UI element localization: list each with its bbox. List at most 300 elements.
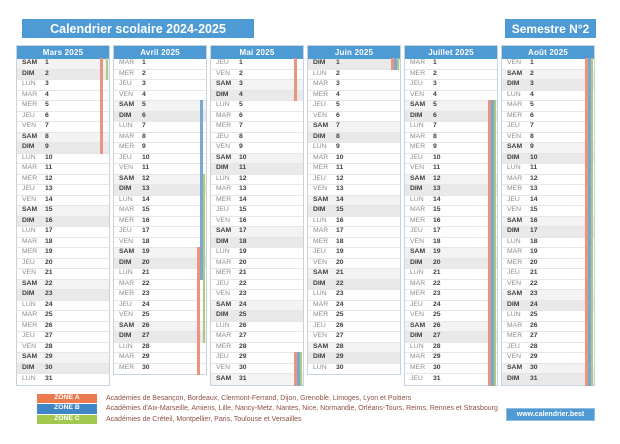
day-row xyxy=(502,248,594,259)
day-number: 29 xyxy=(45,353,53,361)
day-row xyxy=(502,101,594,112)
day-number: 13 xyxy=(239,185,247,193)
day-number: 15 xyxy=(433,206,441,214)
day-row xyxy=(405,70,497,81)
day-row xyxy=(17,122,109,133)
day-number: 24 xyxy=(336,300,344,308)
day-number: 2 xyxy=(433,69,437,77)
day-number: 10 xyxy=(530,153,538,161)
day-row xyxy=(17,259,109,270)
zone-c-badge: ZONE C xyxy=(37,415,97,425)
day-name-label: DIM xyxy=(410,258,423,266)
day-name-label: JEU xyxy=(507,269,520,277)
day-row xyxy=(114,217,206,228)
day-name-label: SAM xyxy=(22,132,38,140)
day-name-label: MER xyxy=(216,195,232,203)
day-row xyxy=(114,80,206,91)
day-name-label: MER xyxy=(22,321,38,329)
day-number: 23 xyxy=(142,290,150,298)
day-number: 30 xyxy=(239,363,247,371)
day-number: 14 xyxy=(45,195,53,203)
day-number: 30 xyxy=(336,364,344,372)
day-row xyxy=(308,280,400,291)
day-row xyxy=(114,311,206,322)
day-row xyxy=(211,227,303,238)
day-row xyxy=(502,269,594,280)
day-name-label: MAR xyxy=(507,321,523,329)
day-number: 23 xyxy=(45,290,53,298)
day-name-label: LUN xyxy=(410,122,424,130)
day-name-label: VEN xyxy=(216,143,230,151)
day-number: 17 xyxy=(530,227,538,235)
day-number: 13 xyxy=(433,185,441,193)
day-number: 12 xyxy=(530,174,538,182)
day-name-label: JEU xyxy=(410,300,423,308)
day-row xyxy=(211,206,303,217)
day-number: 22 xyxy=(45,279,53,287)
zone-c-academies: Académies de Créteil, Montpellier, Paris, Toulouse et Versailles xyxy=(106,415,302,423)
day-row xyxy=(405,217,497,228)
day-row xyxy=(114,154,206,165)
day-number: 28 xyxy=(45,342,53,350)
day-name-label: MAR xyxy=(410,132,426,140)
day-name-label: JEU xyxy=(119,300,132,308)
day-number: 19 xyxy=(45,248,53,256)
day-name-label: MAR xyxy=(22,237,38,245)
day-number: 28 xyxy=(142,342,150,350)
day-number: 1 xyxy=(530,59,534,67)
day-name-label: SAM xyxy=(119,248,135,256)
day-number: 22 xyxy=(433,279,441,287)
day-number: 20 xyxy=(45,258,53,266)
day-number: 15 xyxy=(239,206,247,214)
day-number: 15 xyxy=(530,206,538,214)
day-row xyxy=(17,164,109,175)
day-number: 4 xyxy=(530,90,534,98)
day-name-label: LUN xyxy=(313,216,327,224)
day-name-label: LUN xyxy=(410,195,424,203)
day-number: 31 xyxy=(433,374,441,382)
day-number: 13 xyxy=(336,185,344,193)
day-name-label: LUN xyxy=(507,164,521,172)
day-name-label: SAM xyxy=(410,174,426,182)
day-number: 8 xyxy=(433,132,437,140)
day-name-label: JEU xyxy=(410,80,423,88)
day-name-label: VEN xyxy=(22,269,36,277)
day-name-label: JEU xyxy=(507,122,520,130)
day-name-label: DIM xyxy=(313,353,326,361)
day-name-label: SAM xyxy=(507,216,523,224)
day-name-label: JEU xyxy=(216,279,229,287)
day-number: 4 xyxy=(433,90,437,98)
day-number: 20 xyxy=(336,258,344,266)
day-number: 16 xyxy=(239,216,247,224)
day-row xyxy=(405,122,497,133)
day-name-label: DIM xyxy=(216,311,229,319)
vacation-bar-zone-c xyxy=(494,373,497,386)
day-number: 20 xyxy=(433,258,441,266)
day-name-label: DIM xyxy=(22,143,35,151)
day-number: 3 xyxy=(433,80,437,88)
day-number: 1 xyxy=(239,59,243,67)
day-number: 28 xyxy=(336,342,344,350)
day-name-label: MER xyxy=(410,290,426,298)
day-number: 31 xyxy=(239,374,247,382)
day-number: 26 xyxy=(142,321,150,329)
day-row xyxy=(502,112,594,123)
day-name-label: LUN xyxy=(22,80,36,88)
day-name-label: MER xyxy=(119,290,135,298)
day-row xyxy=(502,143,594,154)
day-row xyxy=(211,217,303,228)
day-name-label: MAR xyxy=(216,111,232,119)
day-name-label: JEU xyxy=(313,101,326,109)
day-name-label: JEU xyxy=(216,132,229,140)
day-row xyxy=(405,80,497,91)
day-row xyxy=(17,332,109,343)
day-number: 28 xyxy=(530,342,538,350)
day-row xyxy=(17,80,109,91)
legend-row-zone-a xyxy=(37,393,498,404)
zone-b-badge: ZONE B xyxy=(37,404,97,414)
day-name-label: MAR xyxy=(507,101,523,109)
day-name-label: MAR xyxy=(313,300,329,308)
day-number: 12 xyxy=(45,174,53,182)
day-name-label: VEN xyxy=(410,164,424,172)
day-row xyxy=(308,259,400,270)
day-number: 7 xyxy=(336,122,340,130)
day-name-label: VEN xyxy=(507,279,521,287)
zone-legend xyxy=(37,393,498,425)
month-header: Juillet 2025 xyxy=(405,46,497,59)
day-name-label: MER xyxy=(216,342,232,350)
day-row xyxy=(502,154,594,165)
day-name-label: MER xyxy=(216,122,232,130)
day-number: 25 xyxy=(433,311,441,319)
day-name-label: VEN xyxy=(22,195,36,203)
day-row xyxy=(114,332,206,343)
day-name-label: MAR xyxy=(410,353,426,361)
day-number: 12 xyxy=(336,174,344,182)
day-name-label: DIM xyxy=(410,111,423,119)
day-number: 18 xyxy=(336,237,344,245)
day-number: 29 xyxy=(530,353,538,361)
day-number: 26 xyxy=(433,321,441,329)
day-name-label: MAR xyxy=(410,206,426,214)
day-name-label: SAM xyxy=(22,59,38,67)
day-number: 30 xyxy=(45,363,53,371)
day-name-label: JEU xyxy=(313,248,326,256)
day-row xyxy=(17,290,109,301)
day-name-label: DIM xyxy=(507,80,520,88)
day-row xyxy=(114,364,206,375)
day-name-label: DIM xyxy=(119,185,132,193)
day-row xyxy=(211,364,303,375)
day-row xyxy=(114,206,206,217)
day-row xyxy=(211,259,303,270)
day-name-label: LUN xyxy=(313,290,327,298)
day-name-label: MER xyxy=(119,364,135,372)
day-number: 17 xyxy=(142,227,150,235)
day-name-label: DIM xyxy=(410,185,423,193)
day-row xyxy=(308,227,400,238)
day-number: 25 xyxy=(142,311,150,319)
day-row xyxy=(211,248,303,259)
day-row xyxy=(405,227,497,238)
day-row xyxy=(17,227,109,238)
day-name-label: DIM xyxy=(119,258,132,266)
day-name-label: MAR xyxy=(507,174,523,182)
day-number: 10 xyxy=(433,153,441,161)
day-row xyxy=(114,259,206,270)
day-number: 31 xyxy=(530,374,538,382)
vacation-bar-zone-c xyxy=(300,373,303,386)
day-row xyxy=(114,290,206,301)
day-name-label: DIM xyxy=(313,206,326,214)
day-name-label: LUN xyxy=(410,269,424,277)
day-name-label: LUN xyxy=(119,342,133,350)
day-number: 3 xyxy=(530,80,534,88)
day-row xyxy=(17,196,109,207)
day-row xyxy=(502,70,594,81)
day-number: 8 xyxy=(45,132,49,140)
day-name-label: VEN xyxy=(119,164,133,172)
day-row xyxy=(405,101,497,112)
day-name-label: VEN xyxy=(22,342,36,350)
day-row xyxy=(114,175,206,186)
day-number: 1 xyxy=(433,59,437,67)
day-number: 4 xyxy=(45,90,49,98)
day-name-label: MAR xyxy=(507,248,523,256)
day-row xyxy=(405,143,497,154)
day-name-label: LUN xyxy=(22,227,36,235)
day-name-label: MER xyxy=(507,185,523,193)
day-row xyxy=(211,301,303,312)
day-row xyxy=(308,311,400,322)
day-name-label: VEN xyxy=(119,237,133,245)
day-number: 7 xyxy=(239,122,243,130)
day-name-label: LUN xyxy=(507,90,521,98)
day-name-label: VEN xyxy=(410,90,424,98)
vacation-bar-zone-c xyxy=(591,373,594,386)
day-name-label: DIM xyxy=(313,59,326,67)
day-row xyxy=(17,364,109,375)
day-number: 27 xyxy=(530,332,538,340)
day-number: 29 xyxy=(142,353,150,361)
day-row xyxy=(17,280,109,291)
day-name-label: DIM xyxy=(22,290,35,298)
day-number: 20 xyxy=(142,258,150,266)
day-name-label: DIM xyxy=(119,332,132,340)
day-number: 27 xyxy=(433,332,441,340)
day-row xyxy=(114,164,206,175)
day-number: 1 xyxy=(142,59,146,67)
day-name-label: SAM xyxy=(313,269,329,277)
day-name-label: MAR xyxy=(313,153,329,161)
day-row xyxy=(308,185,400,196)
day-number: 4 xyxy=(239,90,243,98)
day-number: 14 xyxy=(336,195,344,203)
day-number: 19 xyxy=(239,248,247,256)
day-name-label: SAM xyxy=(216,80,232,88)
day-row xyxy=(502,91,594,102)
day-name-label: SAM xyxy=(22,353,38,361)
day-name-label: DIM xyxy=(313,279,326,287)
day-name-label: LUN xyxy=(22,374,36,382)
day-row xyxy=(308,364,400,375)
day-name-label: SAM xyxy=(119,321,135,329)
day-name-label: SAM xyxy=(313,122,329,130)
day-number: 10 xyxy=(336,153,344,161)
day-row xyxy=(211,101,303,112)
day-name-label: VEN xyxy=(507,206,521,214)
day-number: 2 xyxy=(530,69,534,77)
day-name-label: SAM xyxy=(410,321,426,329)
day-number: 24 xyxy=(433,300,441,308)
day-row xyxy=(17,91,109,102)
day-row xyxy=(502,290,594,301)
day-row xyxy=(211,269,303,280)
legend-row-zone-c xyxy=(37,414,498,425)
day-name-label: MER xyxy=(410,143,426,151)
day-row xyxy=(17,206,109,217)
day-row xyxy=(17,353,109,364)
day-row xyxy=(502,332,594,343)
day-row xyxy=(211,322,303,333)
day-name-label: VEN xyxy=(216,290,230,298)
day-row xyxy=(114,343,206,354)
day-number: 7 xyxy=(45,122,49,130)
day-number: 18 xyxy=(45,237,53,245)
day-name-label: LUN xyxy=(216,248,230,256)
day-row xyxy=(405,91,497,102)
day-name-label: JEU xyxy=(313,174,326,182)
day-number: 9 xyxy=(530,143,534,151)
site-link[interactable]: www.calendrier.best xyxy=(506,408,595,421)
day-number: 5 xyxy=(530,101,534,109)
day-number: 11 xyxy=(45,164,53,172)
day-row xyxy=(211,80,303,91)
day-name-label: MER xyxy=(507,258,523,266)
day-number: 27 xyxy=(45,332,53,340)
day-number: 29 xyxy=(336,353,344,361)
day-name-label: LUN xyxy=(216,321,230,329)
day-number: 23 xyxy=(530,290,538,298)
day-number: 8 xyxy=(239,132,243,140)
day-row xyxy=(17,154,109,165)
day-row xyxy=(211,91,303,102)
day-row xyxy=(405,259,497,270)
day-row xyxy=(502,227,594,238)
day-row xyxy=(308,217,400,228)
month-header: Juin 2025 xyxy=(308,46,400,59)
day-name-label: MER xyxy=(507,332,523,340)
day-row xyxy=(114,70,206,81)
day-row xyxy=(114,353,206,364)
day-name-label: SAM xyxy=(507,143,523,151)
day-row xyxy=(211,196,303,207)
day-number: 15 xyxy=(142,206,150,214)
day-name-label: JEU xyxy=(22,185,35,193)
day-name-label: MER xyxy=(22,101,38,109)
day-name-label: SAM xyxy=(216,300,232,308)
day-number: 4 xyxy=(142,90,146,98)
day-row xyxy=(405,112,497,123)
day-name-label: VEN xyxy=(119,90,133,98)
day-name-label: MAR xyxy=(216,258,232,266)
day-row xyxy=(211,185,303,196)
day-name-label: DIM xyxy=(507,153,520,161)
day-name-label: DIM xyxy=(216,237,229,245)
day-row xyxy=(17,269,109,280)
day-number: 9 xyxy=(336,143,340,151)
day-number: 19 xyxy=(142,248,150,256)
day-row xyxy=(114,122,206,133)
day-number: 3 xyxy=(239,80,243,88)
zone-b-academies: Académies d'Aix-Marseille, Amiens, Lille, Nancy-Metz, Nantes, Nice, Normandie, Orléans-Tours, Reims, Rennes et Strasbourg xyxy=(106,405,498,413)
day-name-label: SAM xyxy=(216,227,232,235)
day-name-label: DIM xyxy=(22,69,35,77)
month-column xyxy=(210,45,304,386)
day-number: 15 xyxy=(45,206,53,214)
day-name-label: JEU xyxy=(507,342,520,350)
day-row xyxy=(405,290,497,301)
day-row xyxy=(405,311,497,322)
day-number: 17 xyxy=(433,227,441,235)
page-title: Calendrier scolaire 2024-2025 xyxy=(22,19,254,38)
day-name-label: SAM xyxy=(410,248,426,256)
day-row xyxy=(211,164,303,175)
day-name-label: VEN xyxy=(313,111,327,119)
day-name-label: SAM xyxy=(313,195,329,203)
day-row xyxy=(502,301,594,312)
day-number: 27 xyxy=(336,332,344,340)
day-number: 25 xyxy=(530,311,538,319)
day-name-label: JEU xyxy=(119,153,132,161)
day-row xyxy=(405,248,497,259)
day-number: 9 xyxy=(433,143,437,151)
day-number: 27 xyxy=(239,332,247,340)
day-number: 6 xyxy=(239,111,243,119)
day-number: 13 xyxy=(142,185,150,193)
day-number: 16 xyxy=(433,216,441,224)
day-row xyxy=(211,70,303,81)
day-number: 11 xyxy=(142,164,150,172)
calendar-months xyxy=(16,45,595,386)
day-number: 14 xyxy=(142,195,150,203)
vacation-bar-zone-a xyxy=(294,90,297,102)
day-name-label: MER xyxy=(410,216,426,224)
day-name-label: JEU xyxy=(410,153,423,161)
month-header: Mai 2025 xyxy=(211,46,303,59)
day-number: 2 xyxy=(45,69,49,77)
day-number: 5 xyxy=(45,101,49,109)
day-name-label: MAR xyxy=(119,353,135,361)
day-number: 11 xyxy=(530,164,538,172)
day-row xyxy=(502,364,594,375)
day-row xyxy=(211,353,303,364)
day-number: 5 xyxy=(336,101,340,109)
day-name-label: SAM xyxy=(507,69,523,77)
day-number: 12 xyxy=(142,174,150,182)
day-name-label: LUN xyxy=(22,153,36,161)
day-row xyxy=(502,122,594,133)
day-name-label: LUN xyxy=(313,69,327,77)
day-row xyxy=(114,143,206,154)
day-number: 11 xyxy=(433,164,441,172)
day-row xyxy=(308,101,400,112)
day-name-label: JEU xyxy=(410,374,423,382)
